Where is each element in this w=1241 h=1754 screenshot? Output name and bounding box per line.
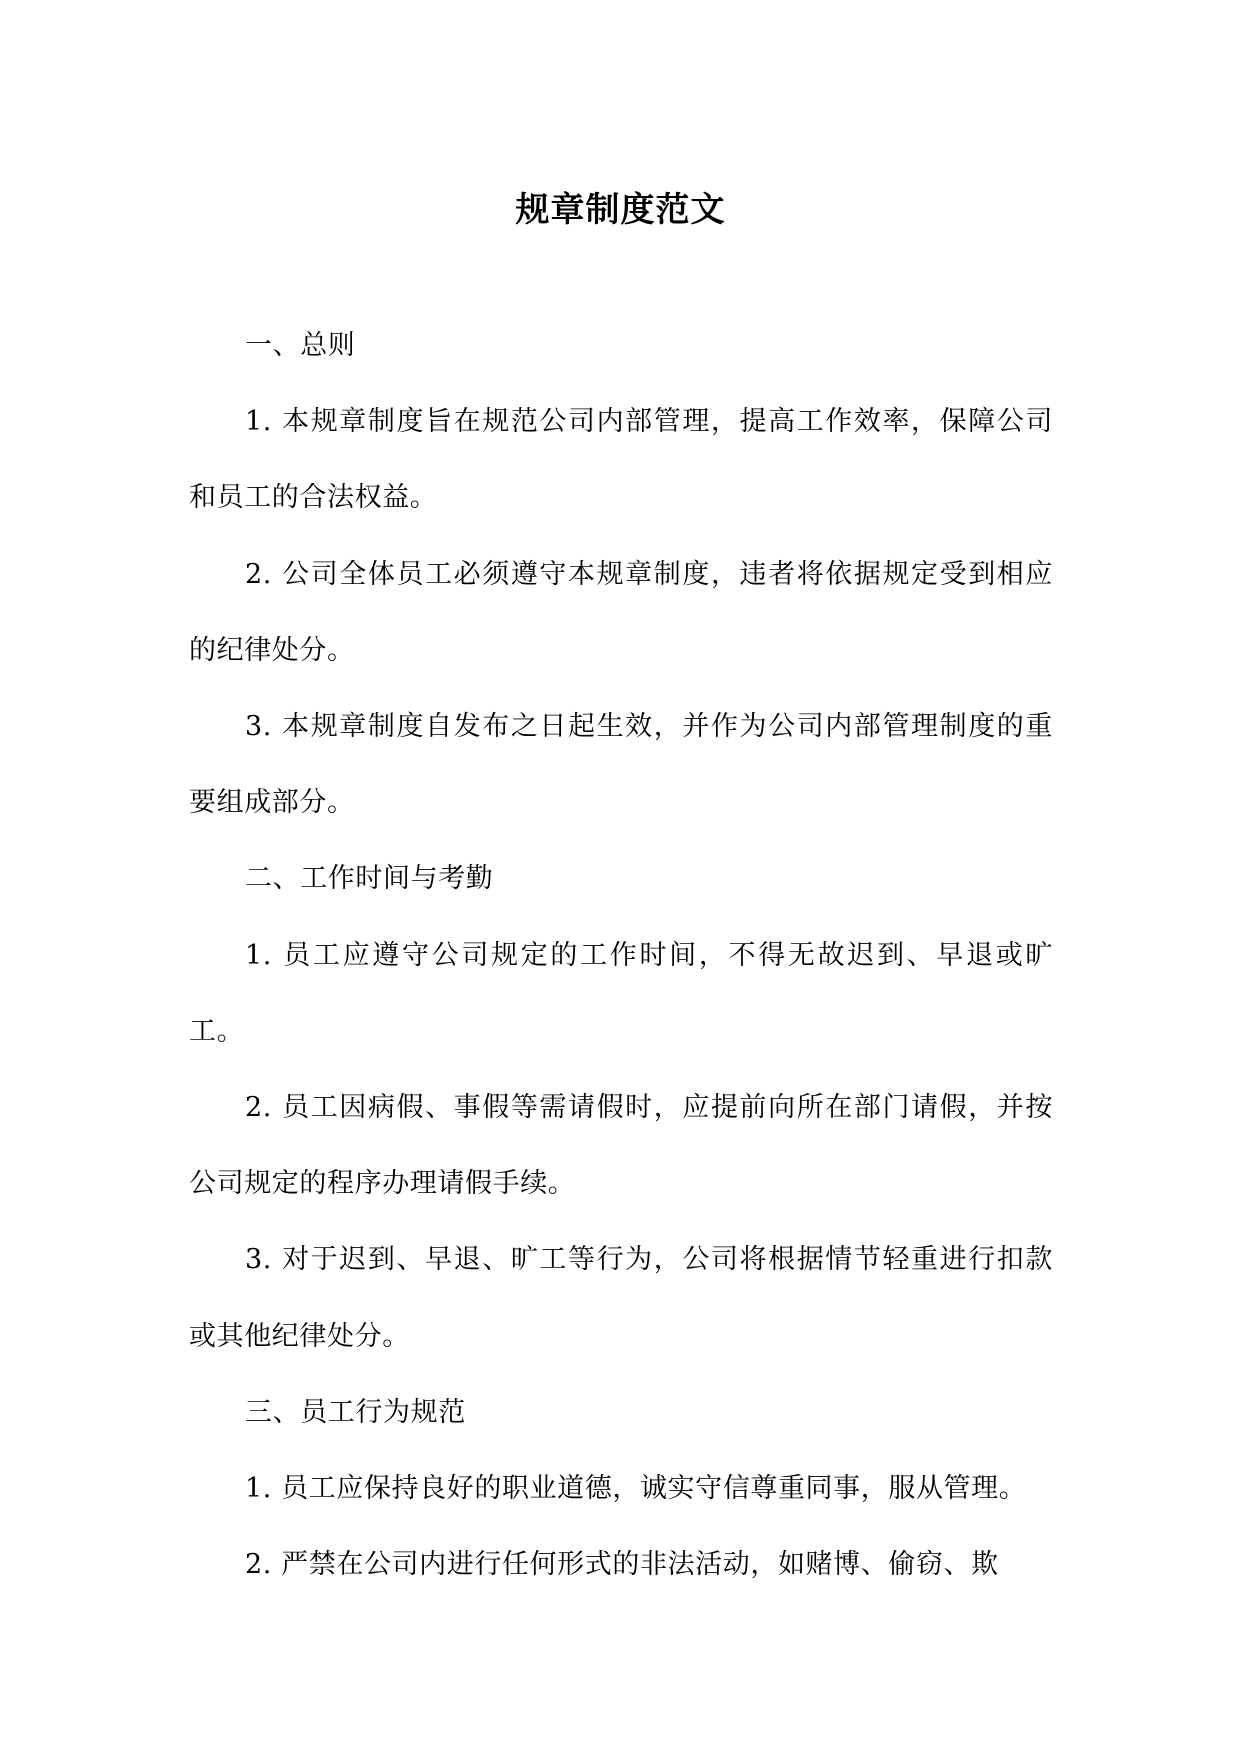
paragraph-conduct-1: 1. 员工应保持良好的职业道德，诚实守信尊重同事，服从管理。: [245, 1473, 1027, 1505]
paragraph-general-3: 3. 本规章制度自发布之日起生效，并作为公司内部管理制度的重要组成部分。: [189, 711, 1053, 819]
paragraph-general-1: 1. 本规章制度旨在规范公司内部管理，提高工作效率，保障公司和员工的合法权益。: [189, 406, 1053, 514]
paragraph-general-2: 2. 公司全体员工必须遵守本规章制度，违者将依据规定受到相应的纪律处分。: [189, 558, 1053, 666]
section-heading-general: 一、总则: [245, 330, 356, 361]
paragraph-work-hours-3: 3. 对于迟到、早退、旷工等行为，公司将根据情节轻重进行扣款或其他纪律处分。: [189, 1244, 1053, 1352]
paragraph-work-hours-1: 1. 员工应遵守公司规定的工作时间，不得无故迟到、早退或旷工。: [189, 939, 1053, 1047]
paragraph-work-hours-2: 2. 员工因病假、事假等需请假时，应提前向所在部门请假，并按公司规定的程序办理请假手续。: [189, 1092, 1053, 1200]
paragraph-conduct-2: 2. 严禁在公司内进行任何形式的非法活动，如赌博、偷窃、欺: [245, 1549, 999, 1581]
section-heading-work-hours: 二、工作时间与考勤: [245, 863, 494, 895]
section-heading-conduct: 三、员工行为规范: [245, 1396, 466, 1428]
document-body: [189, 308, 1053, 1603]
document-title: 规章制度范文: [515, 190, 726, 230]
